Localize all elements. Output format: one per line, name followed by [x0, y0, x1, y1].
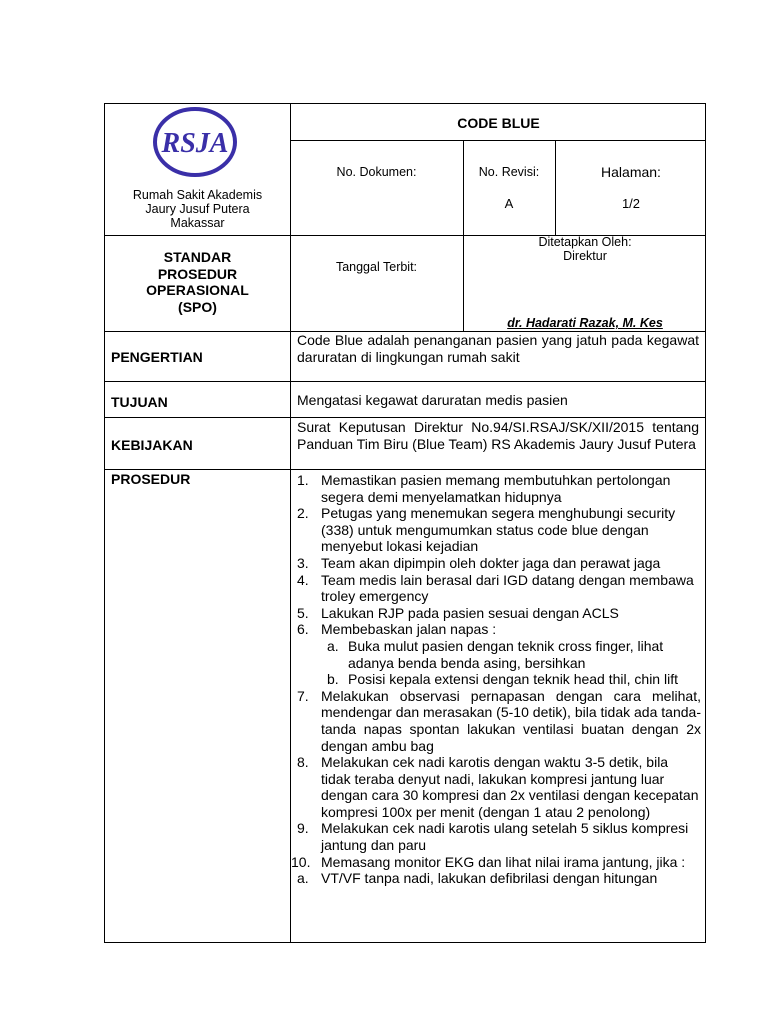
- issue-date-label: Tanggal Terbit:: [335, 260, 418, 274]
- list-item: 9. Melakukan cek nadi karotis ulang setelah 5 siklus kompresi jantung dan paru: [297, 820, 689, 854]
- kebijakan-divider: [105, 469, 706, 470]
- spo-document-table: [104, 103, 706, 943]
- spo-line2: PROSEDUR: [157, 265, 238, 282]
- page-value: 1/2: [621, 196, 641, 211]
- tujuan-label: TUJUAN: [111, 394, 168, 410]
- hospital-logo: [153, 107, 237, 177]
- hospital-name-line1: Rumah Sakit Akademis: [132, 188, 263, 202]
- list-item: a. VT/VF tanpa nadi, lakukan defibrilasi dengan hitungan: [297, 870, 658, 887]
- approved-by-role: Direktur: [563, 249, 607, 263]
- pengertian-divider: [105, 381, 706, 382]
- tujuan-text: Mengatasi kegawat daruratan medis pasien: [297, 392, 568, 408]
- list-item: 1. Memastikan pasien memang membutuhkan pertolongan segera demi menyelamatkan hidupnya: [297, 472, 671, 505]
- page-label: Halaman:: [601, 164, 661, 180]
- hospital-name-line2: Jaury Jusuf Putera: [145, 202, 250, 216]
- approved-by-label: Ditetapkan Oleh:: [538, 235, 632, 249]
- spo-title: [105, 249, 290, 315]
- revision-value: A: [504, 196, 514, 211]
- kebijakan-text: Surat Keputusan Direktur No.94/SI.RSAJ/SK/XII/2015 tentang Panduan Tim Biru (Blue Team) RS Akademis Jaury Jusuf Putera: [297, 419, 699, 452]
- list-item: 7. Melakukan observasi pernapasan dengan cara melihat, mendengar dan merasakan (5-10 detik), bila tidak ada tanda- tanda napas spontan lakukan ventilasi buatan dengan 2x dengan ambu bag: [297, 687, 701, 754]
- spo-line4: (SPO): [178, 298, 217, 315]
- list-item: 10. Memasang monitor EKG dan lihat nilai irama jantung, jika :: [291, 853, 686, 870]
- pengertian-label: PENGERTIAN: [111, 349, 203, 365]
- logo-lettering: RSJA: [161, 128, 229, 159]
- approval-block: [463, 235, 706, 263]
- hospital-header-cell: [105, 104, 290, 235]
- pengertian-text: Code Blue adalah penanganan pasien yang jatuh pada kegawat daruratan di lingkungan rumah sakit: [297, 332, 699, 365]
- doc-number-label: No. Dokumen:: [336, 165, 417, 179]
- list-item: 4. Team medis lain berasal dari IGD datang dengan membawa troley emergency: [297, 571, 694, 605]
- prosedur-steps: [291, 472, 701, 887]
- rev-page-divider: [555, 140, 556, 235]
- revision-label: No. Revisi:: [478, 165, 540, 179]
- tujuan-divider: [105, 417, 706, 418]
- hospital-name: [105, 188, 290, 230]
- sublist-item: b. Posisi kepala extensi dengan teknik head thil, chin lift: [327, 671, 678, 688]
- signatory-name: dr. Hadarati Razak, M. Kes: [507, 316, 663, 330]
- sublist-item: a. Buka mulut pasien dengan teknik cross finger, lihat adanya benda benda asing, bersihkan: [327, 637, 664, 671]
- spo-line3: OPERASIONAL: [146, 282, 249, 298]
- list-item: 6. Membebaskan jalan napas : a. Buka mulut pasien dengan teknik cross finger, lihat adanya benda benda asing, bersihkan b. Posisi kepala extensi dengan teknik head thil, chin lift: [291, 621, 701, 687]
- kebijakan-label: KEBIJAKAN: [111, 437, 193, 453]
- list-item: 5. Lakukan RJP pada pasien sesuai dengan ACLS: [297, 604, 619, 621]
- sublist-airway: [321, 638, 701, 688]
- prosedur-label: PROSEDUR: [111, 471, 191, 487]
- list-item: 3. Team akan dipimpin oleh dokter jaga dan perawat jaga: [297, 554, 661, 571]
- hospital-name-line3: Makassar: [170, 216, 225, 230]
- list-item: 2. Petugas yang menemukan segera menghubungi security (338) untuk mengumumkan status code blue dengan menyebut lokasi kejadian: [297, 505, 676, 555]
- document-title: CODE BLUE: [457, 115, 540, 131]
- list-item: 8. Melakukan cek nadi karotis dengan waktu 3-5 detik, bila tidak teraba denyut nadi, lakukan kompresi jantung luar dengan cara 30 kompresi dan 2x ventilasi dengan kecepatan kompresi 100x per menit (dengan 1 atau 2 penolong): [297, 754, 699, 820]
- title-divider: [290, 140, 706, 141]
- spo-line1: STANDAR: [163, 249, 232, 265]
